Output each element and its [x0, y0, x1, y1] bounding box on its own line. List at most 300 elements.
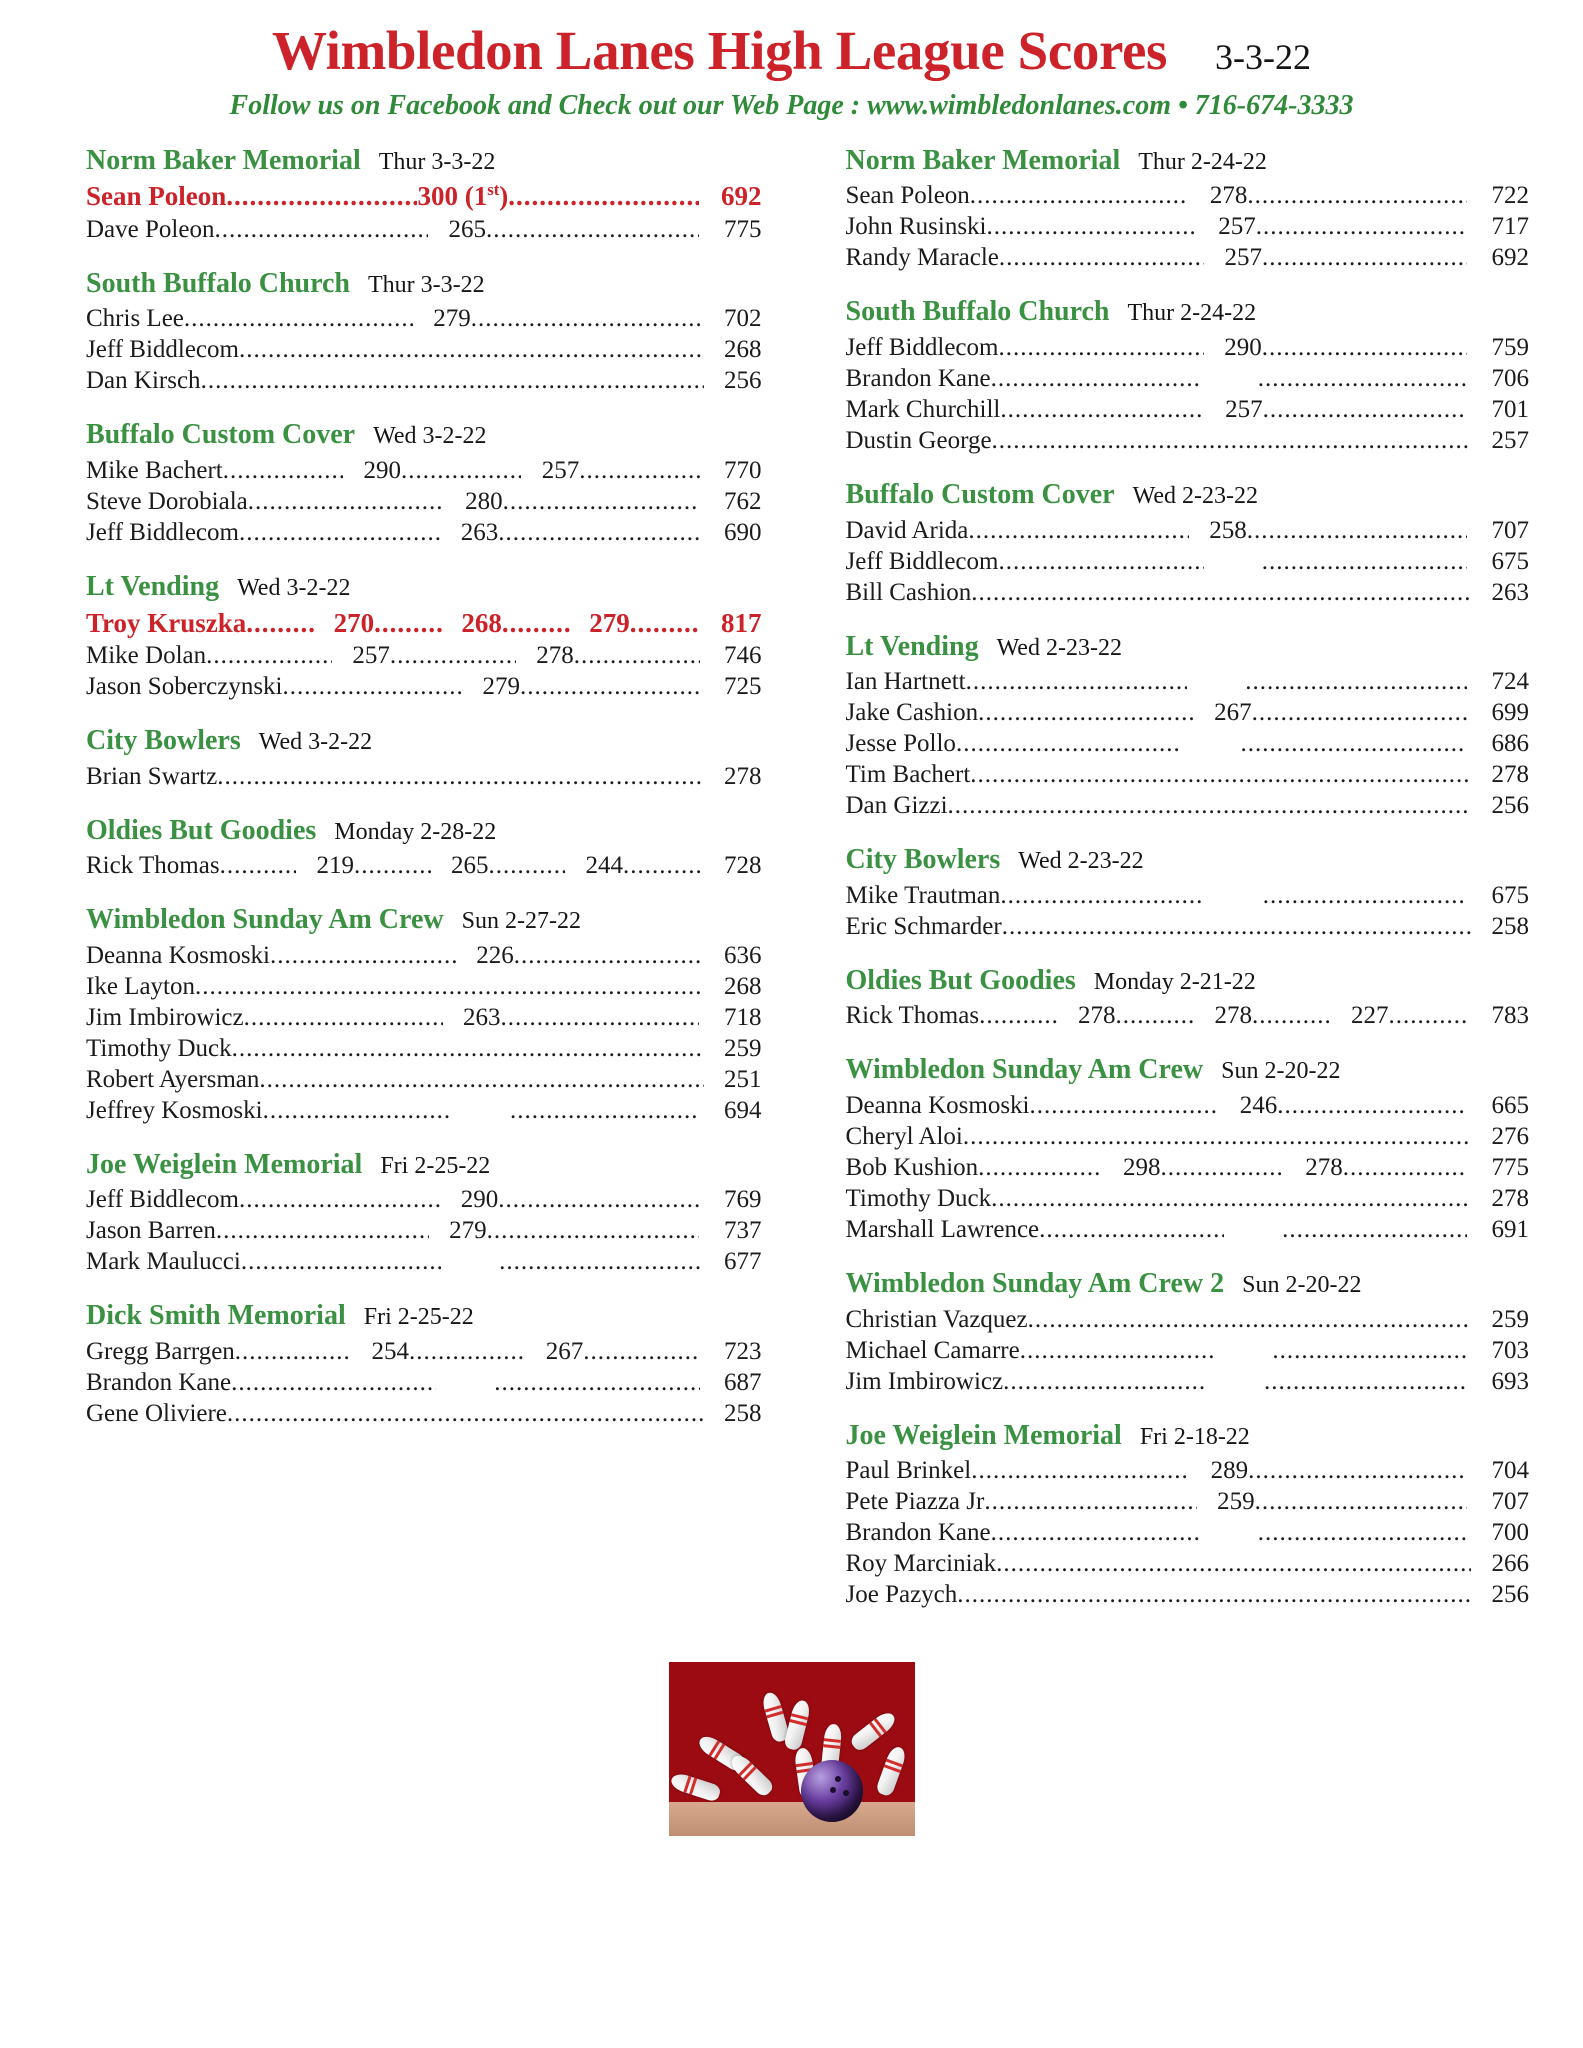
league-block — [86, 724, 762, 792]
game-1-score: 280 — [465, 488, 503, 515]
score-row — [846, 515, 1530, 546]
game-1-score: 268 — [724, 336, 762, 364]
player-name: Mike Trautman — [845, 881, 1001, 909]
score-row — [846, 394, 1530, 425]
player-name: Gene Oliviere — [86, 1400, 227, 1428]
league-block — [846, 478, 1530, 608]
player-name: Marshall Lawrence — [845, 1215, 1040, 1243]
league-date: Fri 2-25-22 — [380, 1152, 491, 1179]
series-total: 706 — [1491, 364, 1529, 392]
score-row — [846, 666, 1530, 697]
dot-leader — [574, 640, 700, 671]
game-1-score: 290 — [1224, 333, 1262, 361]
league-header — [846, 295, 1530, 329]
league-block — [86, 1299, 762, 1429]
league-header — [846, 1419, 1530, 1453]
game-2-score: 278 — [1305, 1153, 1343, 1181]
series-total: 707 — [1491, 516, 1530, 544]
league-date: Thur 3-3-22 — [368, 271, 485, 298]
score-row — [86, 517, 762, 548]
league-block — [86, 144, 762, 245]
series-total: 783 — [1491, 1002, 1529, 1030]
series-total: 724 — [1491, 668, 1529, 696]
dot-leader — [494, 1367, 699, 1398]
series-total: 722 — [1491, 182, 1529, 210]
league-name: Oldies But Goodies — [845, 964, 1076, 996]
player-name: Jason Barren — [86, 1217, 216, 1245]
game-1-score: 256 — [724, 367, 762, 395]
score-row — [86, 1398, 762, 1429]
league-header — [846, 144, 1530, 178]
series-total: 701 — [1491, 395, 1529, 423]
score-row — [846, 242, 1530, 273]
dot-leader — [1343, 1152, 1467, 1183]
game-1-score: 259 — [724, 1034, 762, 1062]
dot-leader — [510, 1095, 699, 1126]
player-name: Michael Camarre — [845, 1336, 1020, 1364]
dot-leader — [498, 1184, 699, 1215]
game-1-score: 256 — [1491, 1581, 1529, 1609]
league-block — [846, 295, 1530, 456]
dot-leader — [1258, 363, 1467, 394]
dot-leader — [579, 455, 699, 486]
player-name: Jeff Biddlecom — [86, 336, 239, 364]
league-date: Wed 2-23-22 — [996, 634, 1122, 661]
series-total: 692 — [1491, 244, 1529, 272]
player-name: Sean Poleon — [86, 181, 227, 212]
league-block — [846, 1267, 1530, 1397]
score-row — [86, 1215, 762, 1246]
score-row — [846, 1152, 1530, 1183]
ordinal-suffix: st — [487, 180, 500, 200]
player-name: Timothy Duck — [86, 1034, 232, 1062]
dot-leader — [239, 334, 704, 365]
league-date: Fri 2-18-22 — [1139, 1423, 1250, 1450]
player-name: Brandon Kane — [845, 1519, 991, 1547]
player-name: Troy Kruszka — [86, 607, 247, 638]
series-total: 704 — [1491, 1457, 1529, 1485]
score-row — [86, 486, 762, 517]
league-name: Wimbledon Sunday Am Crew — [845, 1054, 1204, 1086]
dot-leader — [501, 1002, 700, 1033]
player-name: Jeff Biddlecom — [845, 547, 999, 575]
league-date: Wed 2-23-22 — [1132, 482, 1258, 509]
dot-leader — [1000, 880, 1204, 911]
dot-leader — [270, 940, 456, 971]
series-total: 687 — [724, 1369, 762, 1397]
game-1-score: 289 — [1210, 1457, 1249, 1485]
game-1-score: 263 — [460, 519, 499, 546]
player-name: Jesse Pollo — [845, 730, 956, 758]
league-header — [846, 1053, 1530, 1087]
series-total: 702 — [724, 305, 762, 333]
player-name: Mike Dolan — [86, 642, 207, 670]
dot-leader — [971, 577, 1471, 608]
player-name: Rick Thomas — [86, 852, 220, 880]
score-row — [846, 180, 1530, 211]
dot-leader — [1247, 180, 1467, 211]
league-date: Fri 2-25-22 — [363, 1304, 474, 1331]
game-1-score: 266 — [1491, 1550, 1529, 1578]
league-block — [846, 144, 1530, 274]
dot-leader — [487, 1215, 700, 1246]
dot-leader — [498, 517, 699, 548]
dot-leader — [520, 671, 700, 702]
series-total: 675 — [1491, 881, 1529, 909]
score-row — [846, 790, 1530, 821]
dot-leader — [623, 850, 699, 881]
league-name: City Bowlers — [86, 725, 241, 757]
series-total: 677 — [724, 1248, 762, 1276]
dot-leader — [963, 1121, 1471, 1152]
dot-leader — [583, 1336, 699, 1367]
score-row — [86, 365, 762, 396]
score-row — [86, 607, 762, 640]
dot-leader — [956, 728, 1183, 759]
game-1-score: 257 — [1491, 426, 1529, 454]
league-name: Wimbledon Sunday Am Crew 2 — [845, 1267, 1225, 1299]
league-header — [846, 843, 1530, 877]
dot-leader — [998, 332, 1203, 363]
league-block — [846, 1419, 1530, 1611]
score-row — [846, 880, 1530, 911]
player-name: Deanna Kosmoski — [845, 1091, 1030, 1119]
score-row — [846, 697, 1530, 728]
bowling-pin-icon — [874, 1745, 907, 1798]
game-3-score: 279 — [589, 607, 630, 638]
series-total: 723 — [724, 1338, 762, 1366]
series-total: 694 — [723, 1096, 762, 1124]
game-1-score: 257 — [1218, 213, 1256, 241]
score-columns — [0, 144, 1583, 1632]
league-block — [846, 843, 1530, 942]
score-row — [846, 759, 1530, 790]
game-1-score: 258 — [1209, 516, 1247, 544]
series-total: 728 — [724, 852, 762, 880]
bowling-pin-icon — [727, 1752, 775, 1799]
league-name: Lt Vending — [845, 630, 979, 662]
dot-leader — [1282, 1214, 1467, 1245]
score-row — [846, 1517, 1530, 1548]
bowling-pin-icon — [669, 1771, 722, 1803]
player-name: David Arida — [845, 516, 969, 544]
dot-leader — [1247, 515, 1467, 546]
dot-leader — [354, 850, 430, 881]
score-row — [86, 1184, 762, 1215]
score-row — [86, 303, 762, 334]
dot-leader — [1020, 1335, 1215, 1366]
dot-leader — [263, 1095, 452, 1126]
series-total: 770 — [724, 457, 762, 484]
dot-leader — [232, 1033, 704, 1064]
score-row — [86, 671, 762, 702]
dot-leader — [486, 214, 700, 245]
dot-leader — [978, 1152, 1102, 1183]
game-1-score: 257 — [1224, 244, 1262, 272]
league-block — [846, 1053, 1530, 1245]
score-row — [846, 1304, 1530, 1335]
league-block — [86, 267, 762, 397]
game-1-score: 300 (1st) — [417, 180, 509, 212]
dot-leader — [220, 850, 296, 881]
game-1-score: 290 — [460, 1186, 499, 1214]
player-name: Tim Bachert — [845, 761, 971, 789]
score-row — [86, 1246, 762, 1277]
league-block — [86, 1148, 762, 1278]
dot-leader — [970, 759, 1471, 790]
dot-leader — [1245, 666, 1467, 697]
score-row — [846, 1335, 1530, 1366]
player-name: Brandon Kane — [86, 1369, 232, 1397]
game-1-score: 246 — [1239, 1091, 1278, 1119]
dot-leader — [1262, 242, 1467, 273]
series-total: 817 — [721, 607, 762, 638]
dot-leader — [999, 242, 1204, 273]
dot-leader — [246, 607, 316, 640]
player-name: Robert Ayersman — [86, 1065, 260, 1093]
game-1-score: 259 — [1217, 1488, 1255, 1516]
dot-leader — [489, 850, 565, 881]
game-1-score: 290 — [363, 457, 402, 484]
dot-leader — [1255, 1486, 1467, 1517]
league-header — [86, 267, 762, 301]
score-row — [846, 1000, 1530, 1031]
league-block — [846, 630, 1530, 822]
dot-leader — [971, 1455, 1190, 1486]
dot-leader — [239, 1184, 440, 1215]
game-1-score: 257 — [1225, 395, 1263, 423]
left-score-column — [86, 144, 808, 1451]
league-name: Joe Weiglein Memorial — [86, 1148, 363, 1180]
score-row — [846, 1455, 1530, 1486]
series-total: 691 — [1491, 1215, 1529, 1243]
score-row — [86, 640, 762, 671]
series-total: 703 — [1491, 1336, 1529, 1364]
dot-leader — [226, 180, 417, 213]
dot-leader — [390, 640, 516, 671]
series-total: 700 — [1491, 1519, 1529, 1547]
score-row — [846, 546, 1530, 577]
game-1-score: 298 — [1122, 1153, 1161, 1181]
player-name: Jim Imbirowicz — [86, 1003, 244, 1031]
dot-leader — [1252, 1000, 1330, 1031]
dot-leader — [195, 971, 704, 1002]
league-date: Thur 2-24-22 — [1127, 300, 1257, 327]
dot-leader — [1248, 1455, 1467, 1486]
league-header — [86, 903, 762, 937]
player-name: Bill Cashion — [845, 578, 972, 606]
dot-leader — [259, 1064, 703, 1095]
league-name: Buffalo Custom Cover — [845, 478, 1115, 510]
score-row — [846, 1548, 1530, 1579]
dot-leader — [503, 486, 700, 517]
dot-leader — [409, 1336, 525, 1367]
series-total: 690 — [723, 519, 762, 546]
player-name: Jeff Biddlecom — [86, 1186, 239, 1214]
series-total: 762 — [723, 488, 762, 515]
dot-leader — [1160, 1152, 1284, 1183]
league-header — [86, 570, 762, 604]
game-1-score: 267 — [1214, 699, 1252, 727]
score-row — [846, 1486, 1530, 1517]
league-block — [846, 964, 1530, 1032]
player-name: Timothy Duck — [845, 1184, 992, 1212]
league-header — [846, 1267, 1530, 1301]
dot-leader — [991, 1183, 1471, 1214]
dot-leader — [514, 940, 700, 971]
dot-leader — [1262, 332, 1467, 363]
player-name: Mark Churchill — [845, 395, 1001, 423]
dot-leader — [201, 365, 704, 396]
score-row — [86, 455, 762, 486]
series-total: 759 — [1491, 333, 1529, 361]
series-total: 725 — [724, 673, 762, 701]
dot-leader — [968, 515, 1188, 546]
league-name: Dick Smith Memorial — [86, 1300, 346, 1332]
bowling-pin-icon — [783, 1699, 812, 1752]
score-row — [86, 180, 762, 213]
league-header — [86, 1299, 762, 1333]
league-date: Wed 2-23-22 — [1018, 848, 1144, 875]
player-name: Jason Soberczynski — [86, 673, 283, 701]
game-1-score: 258 — [1491, 912, 1529, 940]
game-1-score: 278 — [1209, 182, 1248, 210]
bowling-pin-icon — [848, 1709, 898, 1753]
dot-leader — [991, 363, 1200, 394]
dot-leader — [984, 1486, 1196, 1517]
dot-leader — [231, 1367, 436, 1398]
dot-leader — [235, 1336, 351, 1367]
league-date: Wed 3-2-22 — [373, 423, 487, 450]
series-total: 746 — [724, 642, 762, 670]
game-1-score: 258 — [724, 1400, 762, 1428]
score-row — [846, 1121, 1530, 1152]
league-date: Sun 2-20-22 — [1221, 1058, 1341, 1085]
game-2-score: 267 — [545, 1338, 584, 1366]
game-1-score: 257 — [352, 642, 390, 670]
player-name: Deanna Kosmoski — [86, 941, 270, 969]
score-row — [86, 1336, 762, 1367]
league-date: Monday 2-21-22 — [1093, 968, 1256, 995]
league-header — [846, 478, 1530, 512]
player-name: Chris Lee — [86, 305, 184, 333]
league-date: Sun 2-27-22 — [461, 908, 581, 935]
score-row — [846, 363, 1530, 394]
dot-leader — [998, 546, 1203, 577]
player-name: Mike Bachert — [86, 457, 223, 484]
dot-leader — [1030, 1090, 1220, 1121]
dot-leader — [1039, 1214, 1224, 1245]
right-score-column — [808, 144, 1530, 1632]
game-1-score: 278 — [1491, 761, 1529, 789]
score-row — [846, 1183, 1530, 1214]
score-row — [86, 1002, 762, 1033]
player-name: Sean Poleon — [845, 182, 970, 210]
score-row — [86, 1033, 762, 1064]
game-1-score: 279 — [433, 305, 471, 333]
player-name: Brandon Kane — [845, 364, 991, 392]
bowling-strike-image — [669, 1662, 915, 1836]
score-row — [846, 1214, 1530, 1245]
score-row — [846, 425, 1530, 456]
score-row — [846, 728, 1530, 759]
dot-leader — [1264, 1366, 1467, 1397]
score-row — [846, 1366, 1530, 1397]
player-name: Bob Kushion — [845, 1153, 979, 1181]
lane-floor — [669, 1802, 915, 1836]
bowling-picture-wrap — [0, 1662, 1583, 1836]
game-1-score: 251 — [724, 1065, 762, 1093]
title-row — [0, 22, 1583, 80]
series-total: 718 — [723, 1003, 762, 1031]
score-row — [86, 1095, 762, 1126]
game-2-score: 265 — [451, 852, 489, 880]
game-1-score: 226 — [476, 941, 514, 969]
game-2-score: 278 — [536, 642, 574, 670]
game-1-score: 278 — [1491, 1184, 1529, 1212]
dot-leader — [992, 425, 1471, 456]
dot-leader — [217, 761, 703, 792]
dot-leader — [1263, 880, 1467, 911]
dot-leader — [502, 607, 572, 640]
game-1-score: 279 — [482, 673, 520, 701]
player-name: Randy Maracle — [845, 244, 999, 272]
dot-leader — [223, 455, 343, 486]
score-row — [86, 761, 762, 792]
league-header — [86, 1148, 762, 1182]
series-total: 775 — [1491, 1153, 1529, 1181]
player-name: Jeffrey Kosmoski — [86, 1096, 263, 1124]
series-total: 686 — [1491, 730, 1529, 758]
dot-leader — [1262, 546, 1467, 577]
contact-subtitle: Follow us on Facebook and Check out our Web Page : www.wimbledonlanes.com • 716-674-3333 — [229, 89, 1354, 121]
player-name: Eric Schmarder — [845, 912, 1002, 940]
player-name: Gregg Barrgen — [86, 1338, 235, 1366]
league-date: Thur 2-24-22 — [1138, 148, 1267, 175]
game-2-score: 278 — [1214, 1002, 1253, 1030]
score-row — [86, 971, 762, 1002]
series-total: 692 — [720, 181, 762, 212]
game-1-score: 278 — [724, 762, 762, 790]
dot-leader — [1389, 1000, 1467, 1031]
dot-leader — [241, 1246, 441, 1277]
player-name: Jake Cashion — [845, 699, 979, 727]
league-name: Oldies But Goodies — [86, 814, 317, 846]
player-name: Rick Thomas — [845, 1002, 980, 1030]
player-name: Pete Piazza Jr — [845, 1488, 985, 1516]
league-name: City Bowlers — [845, 844, 1001, 876]
dot-leader — [1252, 697, 1467, 728]
dot-leader — [248, 486, 445, 517]
series-total: 717 — [1491, 213, 1529, 241]
score-row — [86, 850, 762, 881]
league-name: Joe Weiglein Memorial — [845, 1419, 1122, 1451]
dot-leader — [948, 790, 1471, 821]
dot-leader — [996, 1548, 1471, 1579]
dot-leader — [1116, 1000, 1194, 1031]
league-block — [86, 570, 762, 702]
league-name: Norm Baker Memorial — [86, 144, 361, 176]
game-2-score: 257 — [541, 457, 580, 484]
player-name: Christian Vazquez — [845, 1305, 1028, 1333]
dot-leader — [1000, 394, 1204, 425]
game-1-score: 263 — [463, 1003, 501, 1031]
dot-leader — [244, 1002, 443, 1033]
dot-leader — [1272, 1335, 1467, 1366]
series-total: 707 — [1491, 1488, 1529, 1516]
game-1-score: 268 — [724, 972, 762, 1000]
dot-leader — [1263, 394, 1467, 425]
